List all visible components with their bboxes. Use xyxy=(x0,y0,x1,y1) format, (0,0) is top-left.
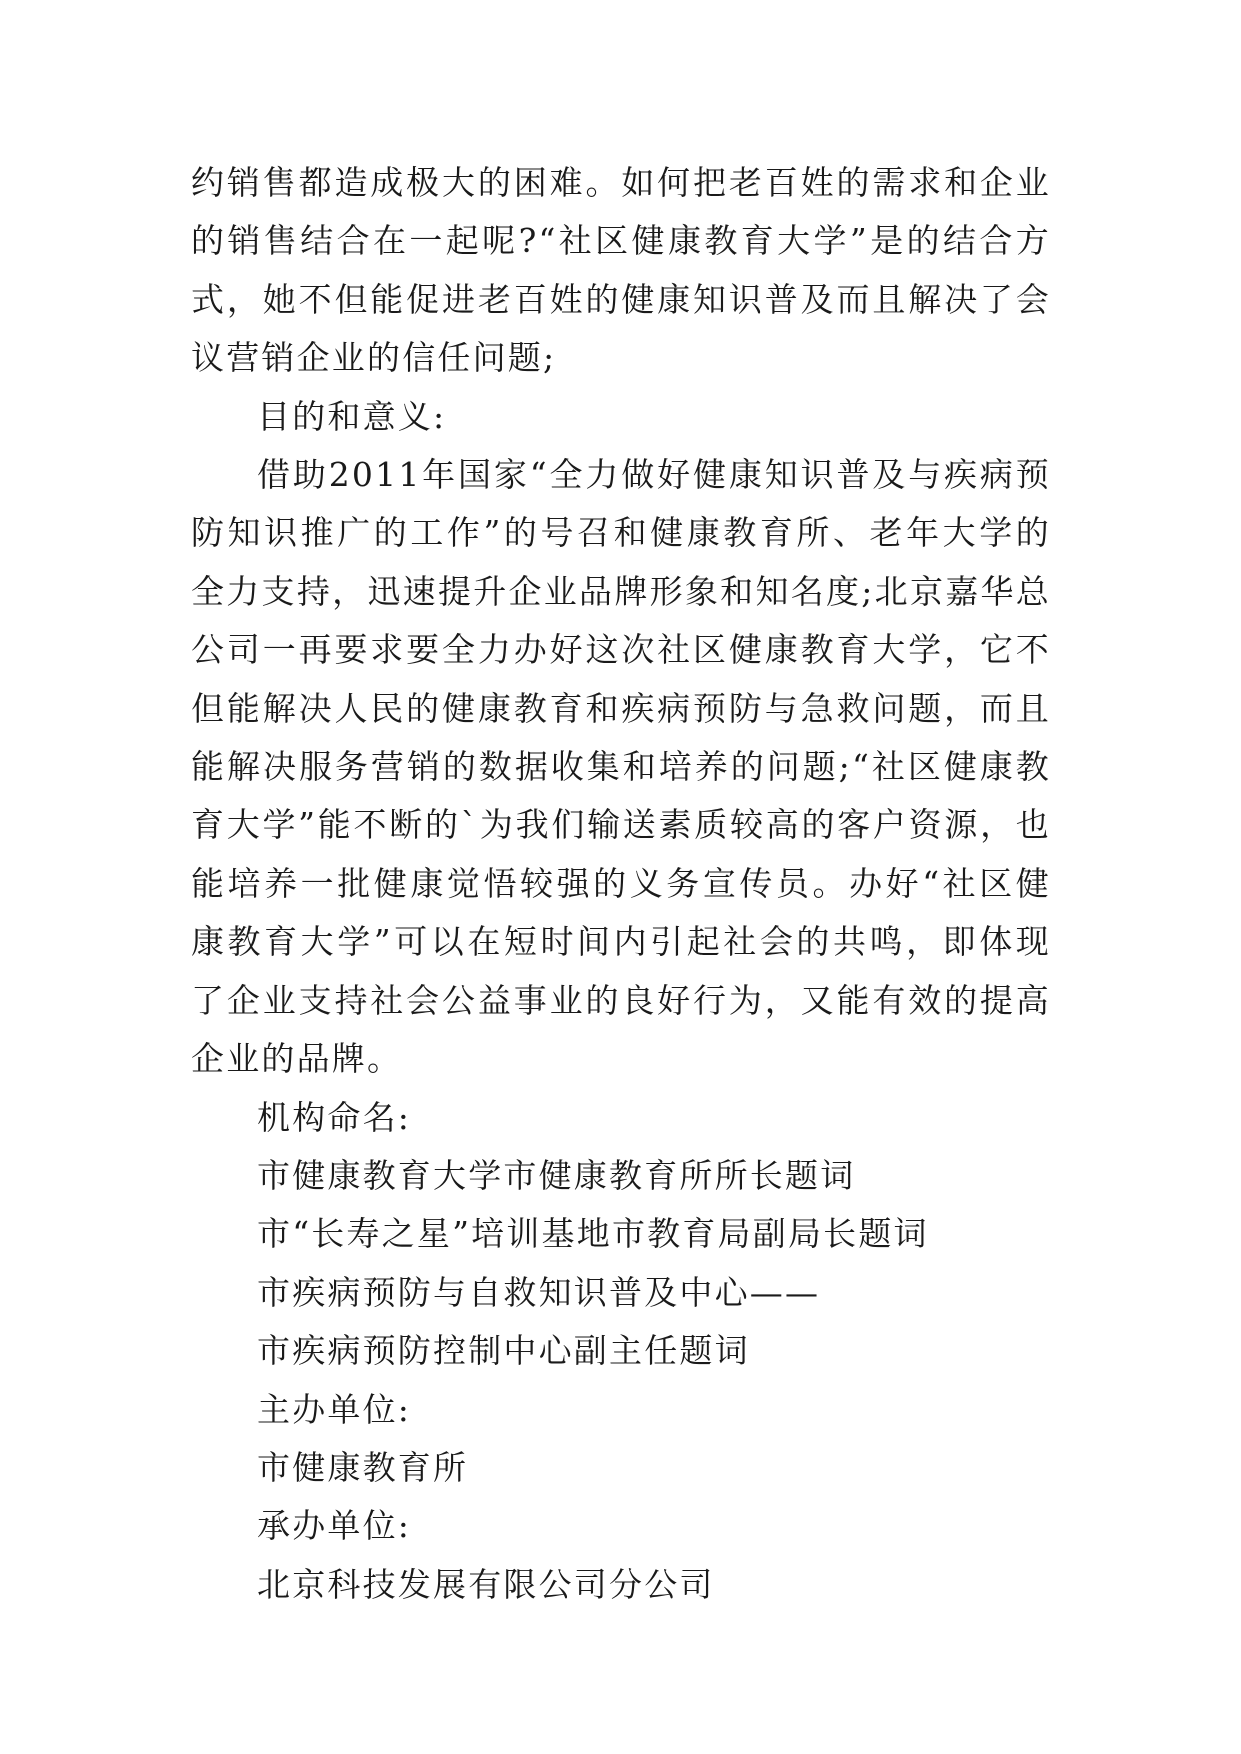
heading-purpose: 目的和意义: xyxy=(257,396,447,436)
heading-naming: 机构命名: xyxy=(257,1097,412,1137)
heading-organizer: 承办单位: xyxy=(257,1506,412,1546)
organizer-unit: 北京科技发展有限公司分公司 xyxy=(257,1564,715,1604)
paragraph-purpose-body: 借助2011年国家“全力做好健康知识普及与疾病预防知识推广的工作”的号召和健康教育所、老年大学的全力支持，迅速提升企业品牌形象和知名度;北京嘉华总公司一再要求要全力办好这次社区健康教育大学，它不但能解决人民的健康教育和疾病预防与急救问题，而且能解决服务营销的数据收集和培养的问题;“社区健康教育大学”能不断的`为我们输送素质较高的客户资源，也能培养一批健康觉悟较强的义务宣传员。办好“社区健康教育大学”可以在短时间内引起社会的共鸣，即体现了企业支持社会公益事业的良好行为，又能有效的提高企业的品牌。 xyxy=(191,455,1051,1079)
naming-line-2: 市“长寿之星”培训基地市教育局副局长题词 xyxy=(257,1214,929,1254)
naming-line-3: 市疾病预防与自救知识普及中心—— xyxy=(257,1272,821,1312)
document-body xyxy=(191,154,1051,1614)
heading-host: 主办单位: xyxy=(257,1389,412,1429)
naming-line-4: 市疾病预防控制中心副主任题词 xyxy=(257,1331,750,1371)
paragraph-sales-difficulty: 约销售都造成极大的困难。如何把老百姓的需求和企业的销售结合在一起呢?“社区健康教育大学”是的结合方式，她不但能促进老百姓的健康知识普及而且解决了会议营销企业的信任问题; xyxy=(191,163,1051,378)
naming-line-1: 市健康教育大学市健康教育所所长题词 xyxy=(257,1155,856,1195)
host-unit: 市健康教育所 xyxy=(257,1447,469,1487)
